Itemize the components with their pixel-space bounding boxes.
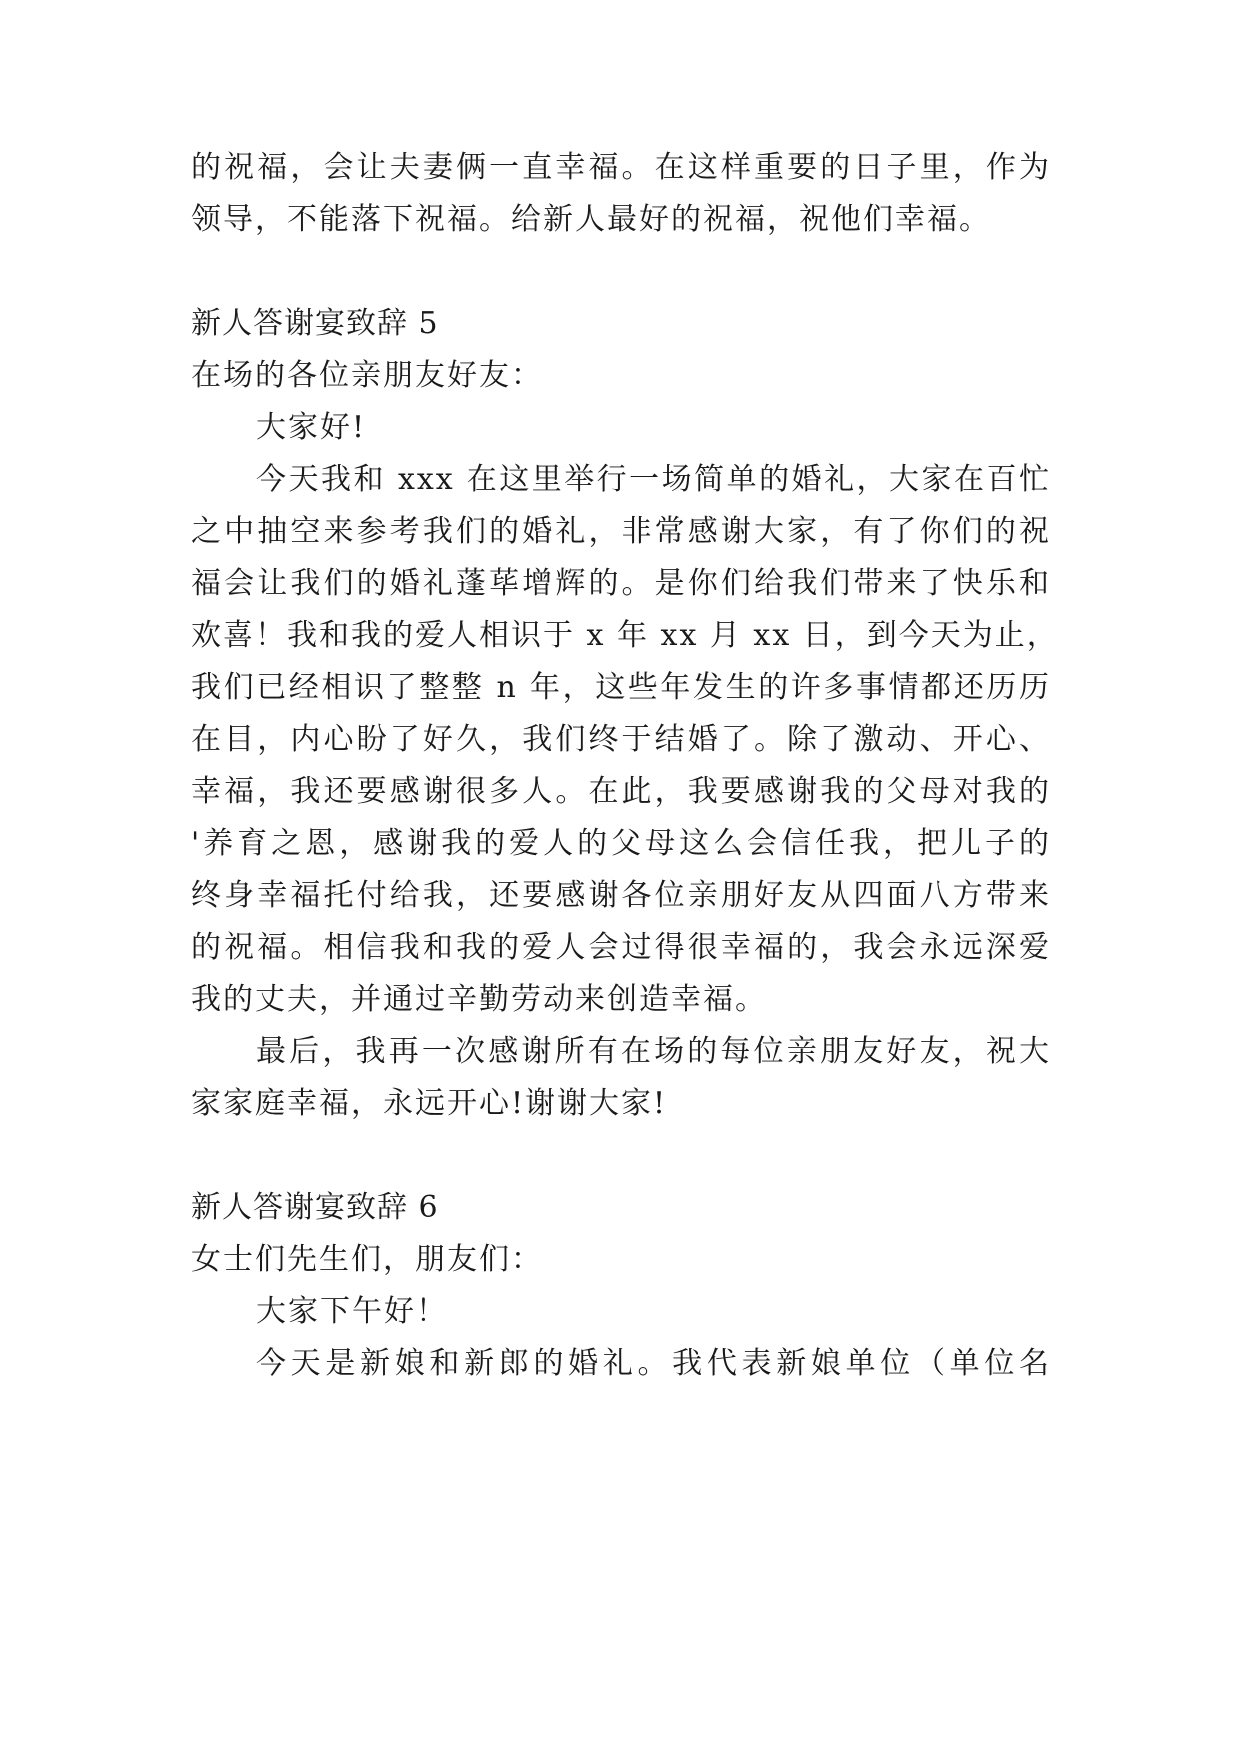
body-line: 幸福，我还要感谢很多人。在此，我要感谢我的父母对我的 bbox=[191, 774, 1051, 809]
section-title: 新人答谢宴致辞 6 bbox=[191, 1190, 439, 1225]
body-line: 的祝福，会让夫妻俩一直幸福。在这样重要的日子里，作为 bbox=[191, 150, 1051, 185]
body-line: 在目，内心盼了好久，我们终于结婚了。除了激动、开心、 bbox=[191, 722, 1051, 757]
body-line: 之中抽空来参考我们的婚礼，非常感谢大家，有了你们的祝 bbox=[191, 514, 1051, 549]
greeting: 大家下午好！ bbox=[256, 1294, 448, 1329]
salutation: 女士们先生们，朋友们： bbox=[191, 1242, 543, 1277]
body-line: 欢喜！我和我的爱人相识于 x 年 xx 月 xx 日，到今天为止， bbox=[191, 618, 1059, 653]
salutation: 在场的各位亲朋友好友： bbox=[191, 358, 543, 393]
body-line: 领导，不能落下祝福。给新人最好的祝福，祝他们幸福。 bbox=[191, 202, 991, 237]
section-title: 新人答谢宴致辞 5 bbox=[191, 306, 439, 341]
body-line: 今天是新娘和新郎的婚礼。我代表新娘单位（单位名 bbox=[256, 1346, 1051, 1381]
body-line: 最后，我再一次感谢所有在场的每位亲朋友好友，祝大 bbox=[256, 1034, 1051, 1069]
body-line: 福会让我们的婚礼蓬荜增辉的。是你们给我们带来了快乐和 bbox=[191, 566, 1051, 601]
body-line: 终身幸福托付给我，还要感谢各位亲朋好友从四面八方带来 bbox=[191, 878, 1051, 913]
body-line: '养育之恩，感谢我的爱人的父母这么会信任我，把儿子的 bbox=[191, 826, 1051, 861]
greeting: 大家好! bbox=[256, 410, 367, 445]
body-line: 今天我和 xxx 在这里举行一场简单的婚礼，大家在百忙 bbox=[256, 462, 1051, 497]
body-line: 家家庭幸福，永远开心!谢谢大家! bbox=[191, 1086, 668, 1121]
body-line: 的祝福。相信我和我的爱人会过得很幸福的，我会永远深爱 bbox=[191, 930, 1051, 965]
body-line: 我们已经相识了整整 n 年，这些年发生的许多事情都还历历 bbox=[191, 670, 1051, 705]
body-line: 我的丈夫，并通过辛勤劳动来创造幸福。 bbox=[191, 982, 767, 1017]
